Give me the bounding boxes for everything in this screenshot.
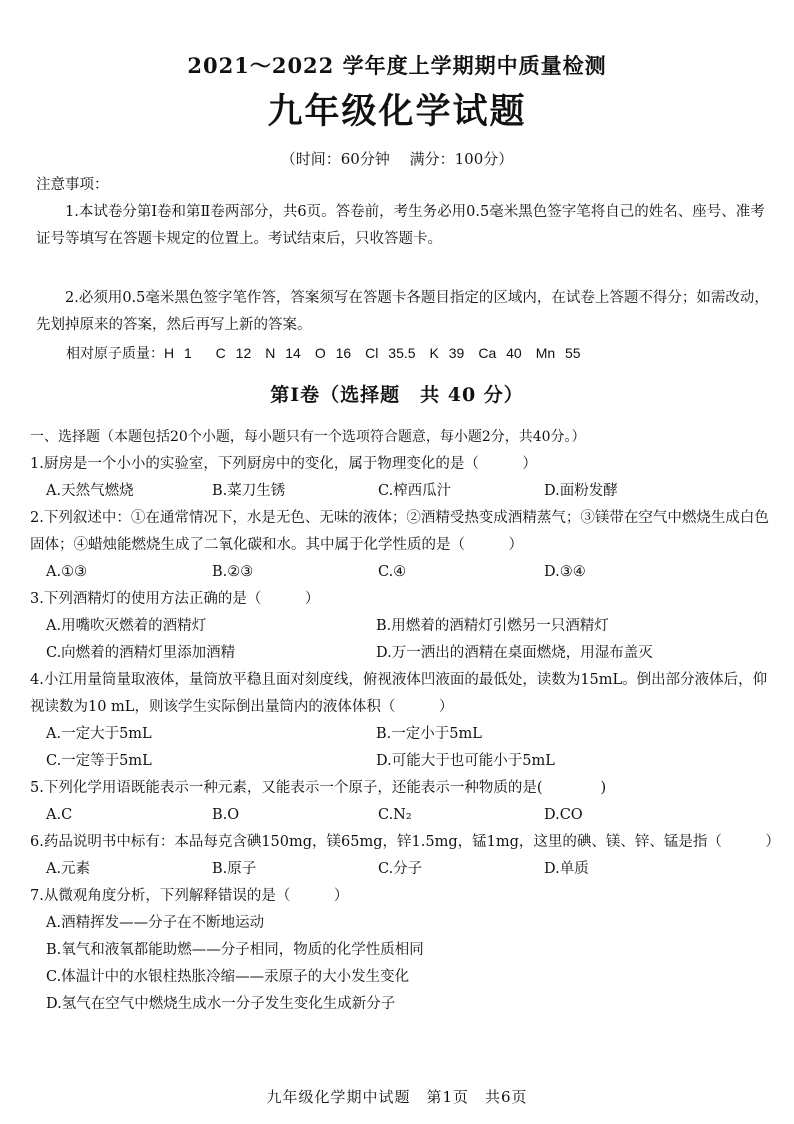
question-6 (30, 829, 780, 883)
section-heading: 第Ⅰ卷（选择题 共 40 分） (270, 384, 524, 406)
page-footer: 九年级化学期中试题 第1页 共6页 (266, 1088, 528, 1106)
option-c: C.④ (378, 564, 407, 580)
option-c: C.体温计中的水银柱热胀冷缩——汞原子的大小发生变化 (46, 969, 410, 985)
option-d: D.氢气在空气中燃烧生成水一分子发生变化生成新分子 (46, 996, 396, 1012)
option-b: B.氧气和液氧都能助燃——分子相同，物质的化学性质相同 (46, 942, 424, 958)
question-stem: 3.下列酒精灯的使用方法正确的是（ ） (30, 591, 320, 607)
section-instruction: 一、选择题（本题包括20个小题，每小题只有一个选项符合题意，每小题2分，共40分。） (30, 429, 586, 445)
atomic-masses: 相对原子质量：H 1 C 12 N 14 O 16 Cl 35.5 K 39 Ca 40 Mn 55 (66, 345, 581, 361)
option-c: C.榨西瓜汁 (378, 483, 452, 499)
notice-paragraph-2: 2.必须用0.5毫米黑色签字笔作答，答案须写在答题卡各题目指定的区域内，在试卷上答题不得分；如需改动，先划掉原来的答案，然后再写上新的答案。 (36, 290, 769, 333)
option-a: A.酒精挥发——分子在不断地运动 (46, 915, 265, 931)
notice-heading: 注意事项： (36, 177, 109, 193)
option-row (30, 478, 775, 505)
option-a: A.用嘴吹灭燃着的酒精灯 (46, 618, 207, 634)
option-c: C.分子 (378, 861, 423, 877)
option-d: D.CO (544, 807, 583, 823)
time-info: （时间：60分钟 满分：100分） (280, 150, 514, 168)
option-c: C.向燃着的酒精灯里添加酒精 (46, 645, 236, 661)
option-a: A.一定大于5mL (46, 726, 152, 742)
option-d: D.单质 (544, 861, 589, 877)
option-b: B.用燃着的酒精灯引燃另一只酒精灯 (376, 618, 609, 634)
question-4 (30, 667, 775, 775)
question-stem: 6.药品说明书中标有：本品每克含碘150mg，镁65mg，锌1.5mg，锰1mg，这里的碘、镁、锌、锰是指（ ） (30, 834, 780, 850)
question-stem: 2.下列叙述中：①在通常情况下，水是无色、无味的液体；②酒精受热变成酒精蒸气；③镁带在空气中燃烧生成白色固体；④蜡烛能燃烧生成了二氧化碳和水。其中属于化学性质的是（ ） (30, 510, 769, 553)
exam-title: 2021～2022 学年度上学期期中质量检测 (187, 53, 607, 78)
option-grid (30, 613, 775, 667)
option-grid (30, 721, 775, 775)
option-row (30, 802, 775, 829)
question-stem: 4.小江用量筒量取液体，量筒放平稳且面对刻度线，俯视液体凹液面的最低处，读数为15mL。倒出部分液体后，仰视读数为10 mL，则该学生实际倒出量筒内的液体体积（ ） (30, 672, 768, 715)
option-c: C.一定等于5mL (46, 753, 152, 769)
option-c: C.N₂ (378, 807, 412, 823)
question-stem: 7.从微观角度分析，下列解释错误的是（ ） (30, 888, 349, 904)
question-stem: 5.下列化学用语既能表示一种元素，又能表示一个原子，还能表示一种物质的是( ) (30, 780, 607, 796)
option-d: D.可能大于也可能小于5mL (376, 753, 555, 769)
question-2 (30, 505, 775, 586)
question-list (30, 424, 780, 1018)
option-d: D.万一洒出的酒精在桌面燃烧，用湿布盖灭 (376, 645, 653, 661)
notice-paragraph-1: 1.本试卷分第Ⅰ卷和第Ⅱ卷两部分，共6页。答卷前，考生务必用0.5毫米黑色签字笔将自己的姓名、座号、准考证号等填写在答题卡规定的位置上。考试结束后，只收答题卡。 (36, 204, 765, 247)
option-b: B.一定小于5mL (376, 726, 482, 742)
option-d: D.③④ (544, 564, 586, 580)
option-b: B.菜刀生锈 (212, 483, 286, 499)
option-row (30, 856, 775, 883)
option-a: A.C (46, 807, 73, 823)
option-b: B.原子 (212, 861, 257, 877)
option-a: A.①③ (46, 564, 88, 580)
question-stem: 1.厨房是一个小小的实验室，下列厨房中的变化，属于物理变化的是（ ） (30, 456, 537, 472)
option-a: A.天然气燃烧 (46, 483, 134, 499)
question-3 (30, 586, 775, 667)
question-1 (30, 451, 775, 505)
option-d: D.面粉发酵 (544, 483, 618, 499)
option-row (30, 559, 775, 586)
question-5 (30, 775, 775, 829)
option-b: B.②③ (212, 564, 254, 580)
subject-title: 九年级化学试题 (267, 91, 527, 132)
option-a: A.元素 (46, 861, 91, 877)
question-7 (30, 883, 775, 1018)
option-b: B.O (212, 807, 240, 823)
